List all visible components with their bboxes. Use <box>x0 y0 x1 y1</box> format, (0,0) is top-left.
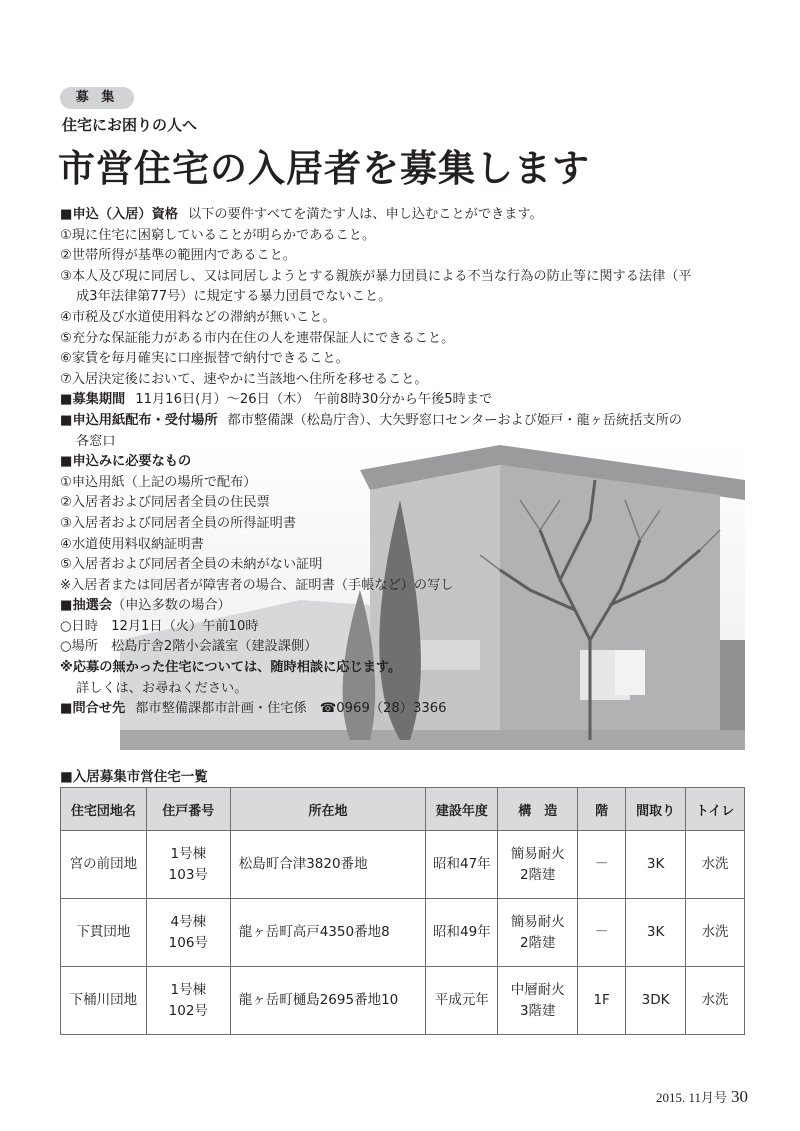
consult-text: 詳しくは、お尋ねください。 <box>76 680 248 696</box>
build-year: 平成元年 <box>426 967 498 1035</box>
build-year: 昭和49年 <box>426 899 498 967</box>
building-no: 4号棟 <box>170 913 207 930</box>
announcement-body <box>60 205 750 720</box>
building-no: 1号棟 <box>170 845 207 862</box>
required-note: ※入居者または同居者が障害者の場合、証明書（手帳など）の写し <box>60 577 454 593</box>
complex-name: 下貫団地 <box>61 899 147 967</box>
page-footer <box>656 1087 748 1107</box>
table-header-row <box>61 788 745 831</box>
toilet: 水洗 <box>686 831 745 899</box>
unit-number <box>146 967 230 1035</box>
structure-type: 簡易耐火 <box>510 913 565 930</box>
layout: 3K <box>626 831 686 899</box>
layout: 3K <box>626 899 686 967</box>
structure-type: 中層耐火 <box>510 981 565 998</box>
eligibility-item: ④市税及び水道使用料などの滞納が無いこと。 <box>60 309 336 325</box>
toilet: 水洗 <box>686 899 745 967</box>
lottery-note: （申込多数の場合） <box>112 598 231 614</box>
table-heading: ■入居募集市営住宅一覧 <box>60 769 208 785</box>
place-line <box>60 411 750 432</box>
structure <box>498 831 578 899</box>
floor: － <box>578 899 626 967</box>
floor: － <box>578 831 626 899</box>
lottery-place: ○場所 松島庁舎2階小会議室（建設課側） <box>60 639 318 655</box>
unit-number <box>146 899 230 967</box>
required-item: ③入居者および同居者全員の所得証明書 <box>60 515 297 531</box>
lottery-label: ■抽選会 <box>60 598 113 614</box>
col-header: 構 造 <box>498 788 578 831</box>
col-header: トイレ <box>686 788 745 831</box>
stories: 2階建 <box>519 866 556 883</box>
eligibility-item: ①現に住宅に困窮していることが明らかであること。 <box>60 227 376 243</box>
required-item: ②入居者および同居者全員の住民票 <box>60 495 270 511</box>
col-header: 階 <box>578 788 626 831</box>
eligibility-line <box>60 205 750 226</box>
room-no: 103号 <box>168 866 208 883</box>
period-label: ■募集期間 <box>60 392 126 408</box>
eligibility-item: ⑤充分な保証能力がある市内在住の人を連帯保証人にできること。 <box>60 330 455 346</box>
layout: 3DK <box>626 967 686 1035</box>
contact-text: 都市整備課都市計画・住宅係 ☎0969（28）3366 <box>135 701 447 717</box>
col-header: 住宅団地名 <box>61 788 147 831</box>
eligibility-label: ■申込（入居）資格 <box>60 207 178 222</box>
eligibility-item: ⑥家賃を毎月確実に口座振替で納付できること。 <box>60 351 349 367</box>
table-row <box>61 899 745 967</box>
eligibility-item: ③本人及び現に同居し、又は同居しようとする親族が暴力団員による不当な行為の防止等に関する法律（平 <box>60 268 692 284</box>
period-line <box>60 390 750 411</box>
required-item: ⑤入居者および同居者全員の未納がない証明 <box>60 557 323 573</box>
toilet: 水洗 <box>686 967 745 1035</box>
consult-bold: ※応募の無かった住宅については、随時相談に応じます。 <box>60 660 402 676</box>
contact-line <box>60 699 750 720</box>
table-row <box>61 967 745 1035</box>
col-header: 建設年度 <box>426 788 498 831</box>
housing-table <box>60 787 745 1035</box>
consult-line <box>60 658 750 679</box>
room-no: 106号 <box>168 934 208 951</box>
eligibility-item: ⑦入居決定後において、速やかに当該地へ住所を移せること。 <box>60 371 428 387</box>
address: 龍ヶ岳町高戸4350番地8 <box>230 899 426 967</box>
structure-type: 簡易耐火 <box>510 845 565 862</box>
category-tag: 募 集 <box>60 87 134 109</box>
complex-name: 宮の前団地 <box>61 831 147 899</box>
eligibility-item-cont: 成3年法律第77号）に規定する暴力団員でないこと。 <box>76 289 392 305</box>
issue-label: 2015. 11月号 <box>656 1090 728 1105</box>
table-row <box>61 831 745 899</box>
required-label: ■申込みに必要なもの <box>60 454 192 470</box>
required-item: ①申込用紙（上記の場所で配布） <box>60 474 257 490</box>
build-year: 昭和47年 <box>426 831 498 899</box>
eligibility-intro: 以下の要件すべてを満たす人は、申し込むことができます。 <box>187 207 543 222</box>
complex-name: 下桶川団地 <box>61 967 147 1035</box>
required-item: ④水道使用料収納証明書 <box>60 536 204 552</box>
lottery-line <box>60 596 750 617</box>
page-number: 30 <box>731 1087 749 1106</box>
floor: 1F <box>578 967 626 1035</box>
col-header: 所在地 <box>230 788 426 831</box>
eligibility-item: ②世帯所得が基準の範囲内であること。 <box>60 248 297 264</box>
lottery-date: ○日時 12月1日（火）午前10時 <box>60 618 259 634</box>
place-text: 都市整備課（松島庁舎）、大矢野窓口センターおよび姫戸・龍ヶ岳統括支所の <box>227 412 682 428</box>
col-header: 住戸番号 <box>146 788 230 831</box>
contact-label: ■問合せ先 <box>60 701 126 717</box>
col-header: 間取り <box>626 788 686 831</box>
stories: 3階建 <box>519 1002 556 1019</box>
address: 松島町合津3820番地 <box>230 831 426 899</box>
stories: 2階建 <box>519 934 556 951</box>
structure <box>498 967 578 1035</box>
page-subtitle: 住宅にお困りの人へ <box>62 116 198 134</box>
room-no: 102号 <box>168 1002 208 1019</box>
place-text-cont: 各窓口 <box>76 433 116 449</box>
unit-number <box>146 831 230 899</box>
required-line <box>60 452 750 473</box>
building-no: 1号棟 <box>170 981 207 998</box>
page-title: 市営住宅の入居者を募集します <box>58 147 590 190</box>
place-label: ■申込用紙配布・受付場所 <box>60 412 218 428</box>
address: 龍ヶ岳町樋島2695番地10 <box>230 967 426 1035</box>
period-text: 11月16日(月）～26日（木） 午前8時30分から午後5時まで <box>135 392 493 408</box>
structure <box>498 899 578 967</box>
